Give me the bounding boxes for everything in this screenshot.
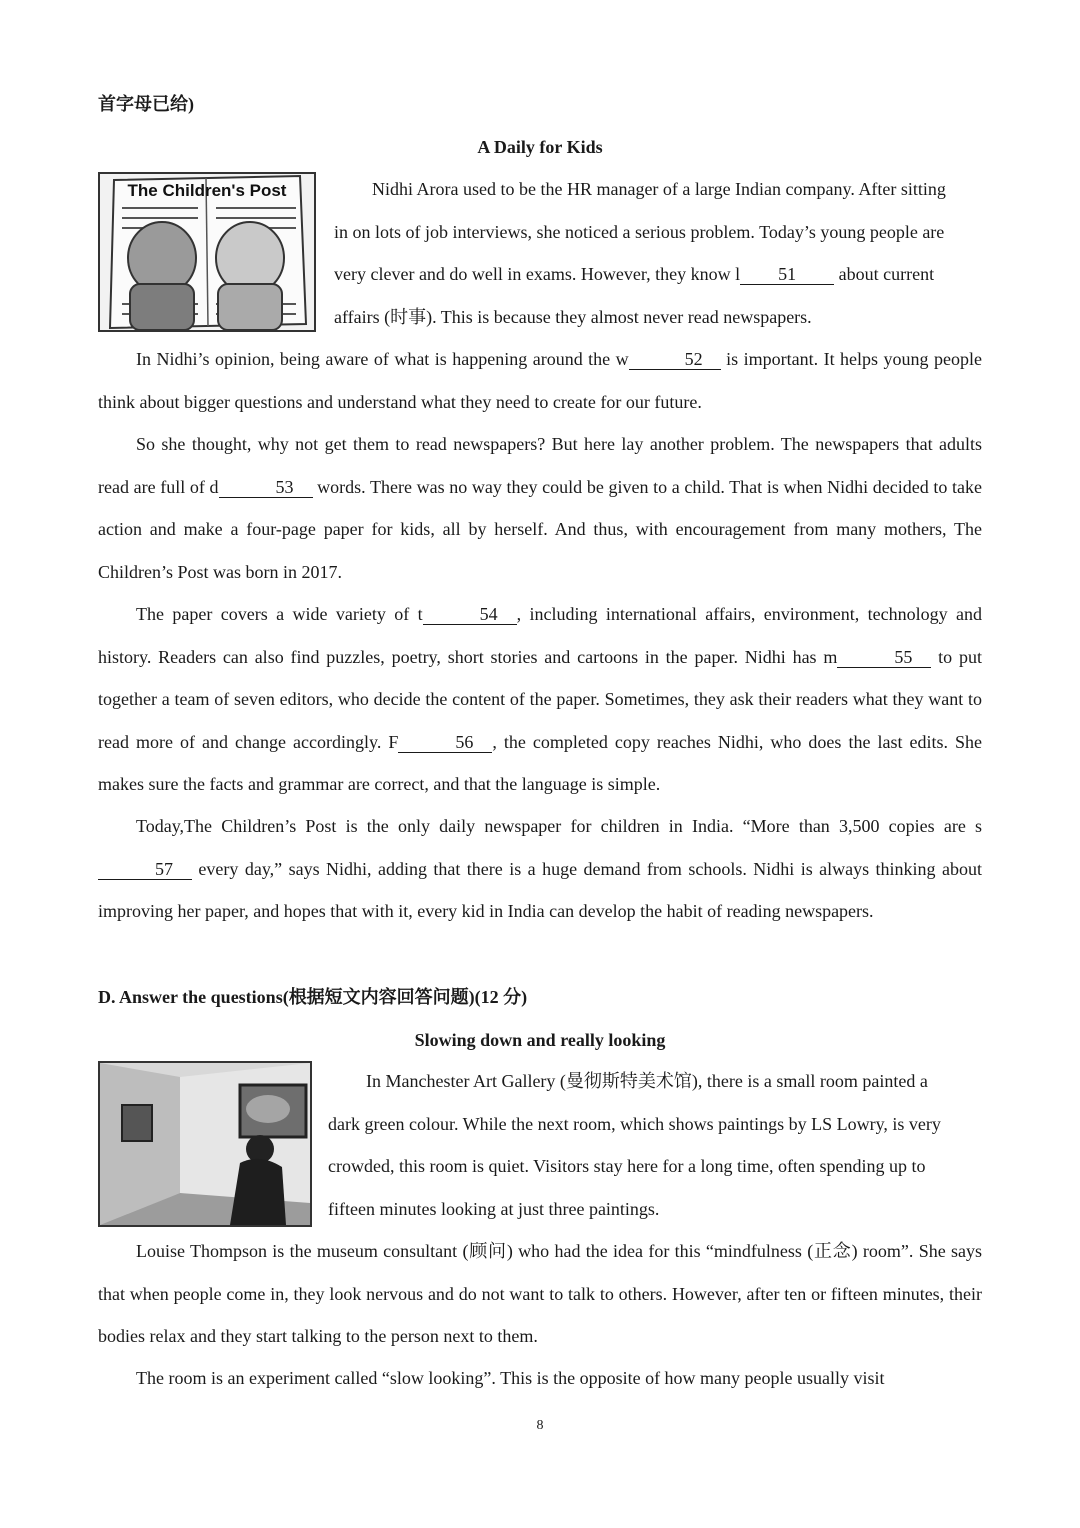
gallery-illustration: [100, 1063, 310, 1225]
page-number: 8: [536, 1418, 544, 1433]
article1-paragraph-4: [98, 593, 982, 806]
blank-54[interactable]: 54: [423, 604, 517, 625]
a2-p1-line-2: dark green colour. While the next room, which shows paintings by LS Lowry, is very: [328, 1113, 941, 1134]
p1-line-2: in on lots of job interviews, she noticed a serious problem. Today’s young people are: [334, 221, 945, 242]
p2-text-a: In Nidhi’s opinion, being aware of what is happening around the w: [136, 349, 629, 369]
top-note: 首字母已给): [98, 94, 194, 114]
p4-text-a: The paper covers a wide variety of t: [136, 604, 423, 624]
article2-paragraph-3: The room is an experiment called “slow looking”. This is the opposite of how many people usually visit: [136, 1368, 885, 1388]
article2-paragraph-1: [328, 1060, 982, 1230]
article1-paragraph-2: [98, 338, 982, 423]
p4-text-d: , the completed copy reaches Nidhi, who does the last edits. She makes sure the facts and grammar are correct, and that the language is simple.: [98, 731, 982, 794]
p5-text-b: every day,” says Nidhi, adding that there is a huge demand from schools. Nidhi is always thinking about improving her paper, and hopes that with it, every kid in India can develop the habit of reading newspapers.: [98, 858, 982, 921]
blank-51[interactable]: 51: [740, 264, 834, 285]
blank-57[interactable]: 57: [98, 859, 192, 880]
newspaper-kids-image: [98, 172, 316, 332]
blank-55[interactable]: 55: [837, 647, 931, 668]
newspaper-illustration: [100, 174, 314, 330]
p3-text-b: words. There was no way they could be given to a child. That is when Nidhi decided to take action and make a four-page paper for kids, all by herself. And thus, with encouragement from many mothers, The Children’s Post was born in 2017.: [98, 476, 983, 582]
article1-title: A Daily for Kids: [477, 137, 603, 157]
article2-paragraph-2: Louise Thompson is the museum consultant (顾问) who had the idea for this “mindfulness (正念) room”. She says that when people come in, they look nervous and do not want to talk to others. However, after ten or fifteen minutes, their bodies relax and they start talking to the person next to them.: [98, 1241, 982, 1346]
p1-line-1: Nidhi Arora used to be the HR manager of a large Indian company. After sitting: [372, 179, 946, 199]
gallery-visitor-image: [98, 1061, 312, 1227]
article1-paragraph-5: [98, 805, 982, 933]
section-d-heading: D. Answer the questions(根据短文内容回答问题)(12 分): [98, 987, 528, 1007]
newspaper-masthead: The Children's Post: [127, 181, 287, 200]
p1-line-3a: very clever and do well in exams. However, they know l: [334, 264, 741, 284]
a2-p1-line-3: crowded, this room is quiet. Visitors stay here for a long time, often spending up to: [328, 1156, 926, 1176]
article2-title: Slowing down and really looking: [414, 1030, 666, 1050]
a2-p1-line-1: In Manchester Art Gallery (曼彻斯特美术馆), there is a small room painted a: [366, 1071, 928, 1091]
p1-line-3b: about current: [834, 264, 935, 284]
blank-53[interactable]: 53: [219, 477, 313, 498]
p4-text-b: , including international affairs, environment, technology and history. Readers can also find puzzles, poetry, short stories and cartoons in the paper. Nidhi has m: [98, 604, 982, 667]
p1-line-4: affairs (时事). This is because they almost never read newspapers.: [334, 306, 812, 327]
blank-56[interactable]: 56: [398, 732, 492, 753]
p2-text-b: is important. It helps young people think about bigger questions and understand what they need to create for our future.: [98, 349, 982, 412]
p5-text-a: Today,The Children’s Post is the only daily newspaper for children in India. “More than 3,500 copies are s: [136, 816, 982, 836]
p4-text-c: to put together a team of seven editors, who decide the content of the paper. Sometimes, they ask their readers what they want to read more of and change accordingly. F: [98, 646, 982, 752]
p3-text-a: So she thought, why not get them to read newspapers? But here lay another problem. The newspapers that adults read are full of d: [98, 434, 982, 497]
article1-paragraph-1: [334, 168, 982, 338]
article1-paragraph-3: [98, 423, 982, 593]
blank-52[interactable]: 52: [629, 349, 721, 370]
a2-p1-line-4: fifteen minutes looking at just three paintings.: [328, 1198, 660, 1219]
